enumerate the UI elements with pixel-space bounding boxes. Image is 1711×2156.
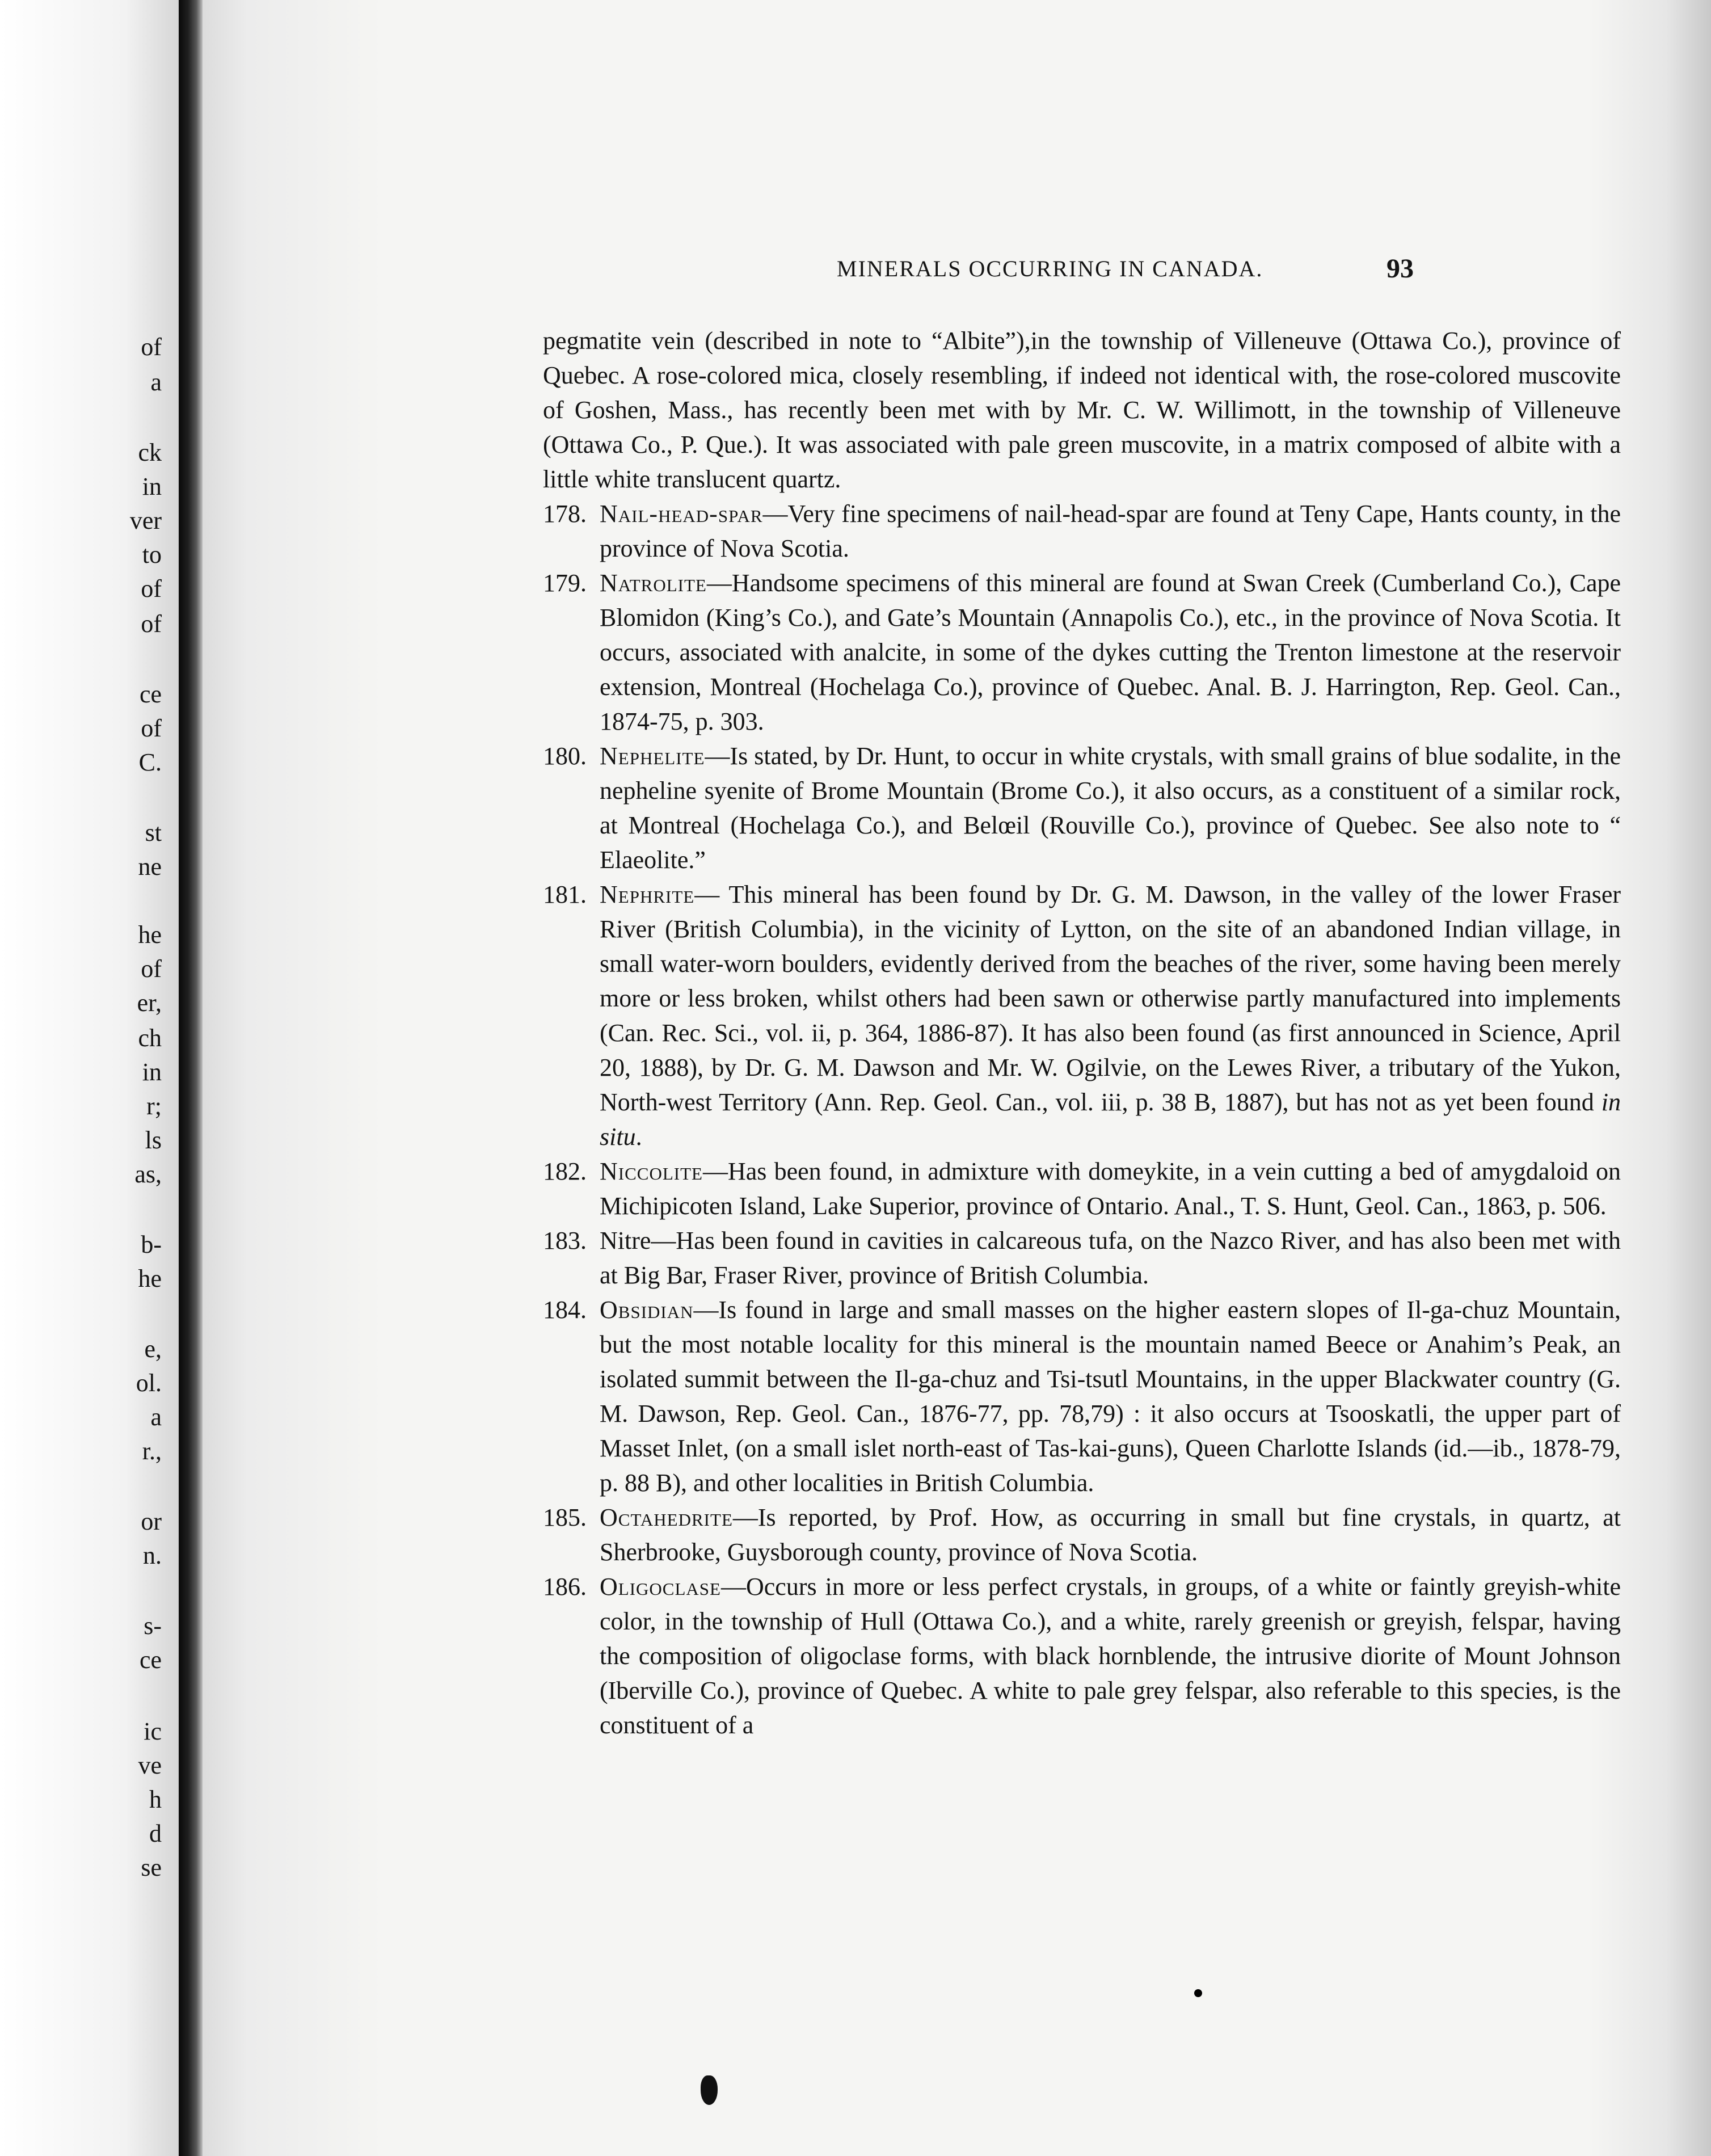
- mineral-entry: [543, 877, 1621, 1154]
- facing-page-fragment: s-: [144, 1612, 162, 1640]
- facing-page-fragment: d: [149, 1820, 162, 1847]
- facing-page-fragment: ver: [129, 507, 162, 534]
- facing-page-fragment: ch: [138, 1024, 162, 1052]
- italic-phrase: in situ: [600, 1088, 1621, 1151]
- facing-page-fragment: or: [141, 1507, 162, 1535]
- facing-page-fragment: b-: [141, 1231, 162, 1258]
- mineral-entry: [543, 1569, 1621, 1742]
- mineral-name: Niccolite: [600, 1157, 703, 1185]
- facing-page-fragment: of: [141, 333, 162, 361]
- facing-page-fragment: of: [141, 714, 162, 742]
- mineral-entry: [543, 739, 1621, 877]
- facing-page-fragment: ce: [139, 1646, 162, 1674]
- entry-text: —Has been found in cavities in calcareous tufa, on the Nazco River, and has also been met with at Big Bar, Fraser River, province of British Columbia.: [600, 1227, 1621, 1289]
- mineral-entry: [543, 496, 1621, 566]
- facing-page-fragment: in: [142, 1058, 162, 1086]
- page-number: 93: [1386, 254, 1414, 284]
- mineral-name: Nephelite: [600, 742, 705, 770]
- mineral-entry: [543, 1154, 1621, 1223]
- entry-number: 185.: [543, 1504, 587, 1531]
- page: [203, 0, 1711, 2156]
- facing-page-fragment: of: [141, 955, 162, 983]
- entry-text: —Handsome specimens of this mineral are found at Swan Creek (Cumberland Co.), Cape Blomidon (King’s Co.), and Gate’s Mountain (Annapolis Co.), etc., in the province of Nova Scotia. It occurs, associated with analcite, in some of the dykes cutting the Trenton limestone at the reservoir extension, Montreal (Hochelaga Co.), province of Quebec. Anal. B. J. Harrington, Rep. Geol. Can., 1874-75, p. 303.: [600, 569, 1621, 735]
- entry-number: 184.: [543, 1296, 587, 1324]
- entry-number: 182.: [543, 1157, 587, 1185]
- entry-text: —Very fine specimens of nail-head-spar are found at Teny Cape, Hants county, in the province of Nova Scotia.: [600, 500, 1621, 562]
- mineral-entry: [543, 566, 1621, 739]
- facing-page-fragment: ce: [139, 680, 162, 708]
- mineral-name: Oligoclase: [600, 1573, 721, 1601]
- facing-page-fragment: he: [138, 1265, 162, 1292]
- facing-page-fragment: ic: [144, 1717, 162, 1745]
- entry-text: — This mineral has been found by Dr. G. M. Dawson, in the valley of the lower Fraser River (British Columbia), in the vicinity of Lytton, on the site of an abandoned Indian village, in small water-worn boulders, evidently derived from the beaches of the river, some having been merely more or less broken, whilst others had been sawn or otherwise partly manufactured into implements (Can. Rec. Sci., vol. ii, p. 364, 1886-87). It has also been found (as first announced in Science, April 20, 1888), by Dr. G. M. Dawson and Mr. W. Ogilvie, on the Lewes River, a tributary of the Yukon, North-west Territory (Ann. Rep. Geol. Can., vol. iii, p. 38 B, 1887), but has not as yet been found: [600, 881, 1621, 1116]
- facing-page-fragment: ne: [138, 853, 162, 881]
- facing-page-fragment: se: [141, 1854, 162, 1881]
- facing-page-fragment: ls: [145, 1126, 162, 1154]
- ink-blot: [701, 2075, 718, 2105]
- mineral-entry: [543, 1500, 1621, 1569]
- mineral-name: Octahedrite: [600, 1504, 733, 1531]
- entry-number: 178.: [543, 500, 587, 528]
- entry-number: 180.: [543, 742, 587, 770]
- facing-page-fragment: er,: [137, 989, 162, 1017]
- facing-page-fragment: e,: [144, 1335, 162, 1363]
- entry-number: 179.: [543, 569, 587, 597]
- entry-text: —Is found in large and small masses on the higher eastern slopes of Il-ga-chuz Mountain, but the most notable locality for this mineral is the mountain named Beece or Anahim’s Peak, an isolated summit between the Il-ga-chuz and Tsi-tsutl Mountains, in the upper Blackwater country (G. M. Dawson, Rep. Geol. Can., 1876-77, pp. 78,79) : it also occurs at Tsooskatli, the upper part of Masset Inlet, (on a small islet north-east of Tas-kai-guns), Queen Charlotte Islands (id.—ib., 1878-79, p. 88 B), and other localities in British Columbia.: [600, 1296, 1621, 1497]
- facing-page-fragment: of: [141, 575, 162, 603]
- facing-page-fragment: as,: [134, 1160, 162, 1188]
- mineral-entry: [543, 1223, 1621, 1292]
- facing-page-fragment: to: [142, 541, 162, 569]
- mineral-name: Obsidian: [600, 1296, 694, 1324]
- entries: [543, 323, 1621, 1742]
- mineral-name: Nephrite: [600, 881, 695, 908]
- facing-page-fragment: r;: [146, 1092, 162, 1120]
- facing-page-fragment: r.,: [142, 1437, 162, 1465]
- entry-number: 183.: [543, 1227, 587, 1254]
- entry-number: 181.: [543, 881, 587, 908]
- entry-text: —Is stated, by Dr. Hunt, to occur in white crystals, with small grains of blue sodalite, in the nepheline syenite of Brome Mountain (Brome Co.), it also occurs, as a constituent of a similar rock, at Montreal (Hochelaga Co.), and Belœil (Rouville Co.), province of Quebec. See also note to “ Elaeolite.”: [600, 742, 1621, 874]
- continuation-paragraph: pegmatite vein (described in note to “Albite”),in the township of Villeneuve (Ottawa Co.), province of Quebec. A rose-colored mica, closely resembling, if indeed not identical with, the rose-colored muscovite of Goshen, Mass., has recently been met with by Mr. C. W. Willimott, in the township of Villeneuve (Ottawa Co., P. Que.). It was associated with pale green muscovite, in a matrix composed of albite with a little white translucent quartz.: [543, 327, 1621, 493]
- book-gutter: [179, 0, 203, 2156]
- entry-text: —Has been found, in admixture with domeykite, in a vein cutting a bed of amygdaloid on Michipicoten Island, Lake Superior, province of Ontario. Anal., T. S. Hunt, Geol. Can., 1863, p. 506.: [600, 1157, 1621, 1220]
- facing-page-fragment: a: [150, 1403, 162, 1431]
- facing-page-fragment: ol.: [136, 1369, 162, 1397]
- facing-page-fragment: ve: [138, 1751, 162, 1779]
- facing-page-fragment: C.: [138, 748, 162, 776]
- mineral-name: Nitre: [600, 1227, 651, 1254]
- facing-page-fragment: ck: [138, 439, 162, 466]
- entry-text: —Occurs in more or less perfect crystals, in groups, of a white or faintly greyish-white color, in the township of Hull (Ottawa Co.), and a white, rarely greenish or greyish, felspar, having the composition of oligoclase forms, with black hornblende, the intrusive diorite of Mount Johnson (Iberville Co.), province of Quebec. A white to pale grey felspar, also referable to this species, is the constituent of a: [600, 1573, 1621, 1739]
- entry-number: 186.: [543, 1573, 587, 1601]
- facing-page: [0, 0, 179, 2156]
- entry-text: —Is reported, by Prof. How, as occurring in small but fine crystals, in quartz, at Sherbrooke, Guysborough county, province of Nova Scotia.: [600, 1504, 1621, 1566]
- entry-list: [543, 496, 1621, 1742]
- mineral-name: Nail-head-spar: [600, 500, 763, 528]
- facing-page-fragment: in: [142, 473, 162, 500]
- mineral-name: Natrolite: [600, 569, 707, 597]
- facing-page-fragment: h: [149, 1786, 162, 1813]
- ink-speck: [1194, 1989, 1202, 1997]
- entry-tail: .: [635, 1123, 642, 1151]
- facing-page-fragment: of: [141, 610, 162, 638]
- mineral-entry: [543, 1292, 1621, 1500]
- facing-page-fragment: st: [145, 819, 162, 847]
- facing-page-fragment: he: [138, 921, 162, 949]
- facing-page-fragment: n.: [143, 1542, 162, 1569]
- running-header: MINERALS OCCURRING IN CANADA.: [837, 256, 1263, 281]
- facing-page-fragment: a: [150, 368, 162, 396]
